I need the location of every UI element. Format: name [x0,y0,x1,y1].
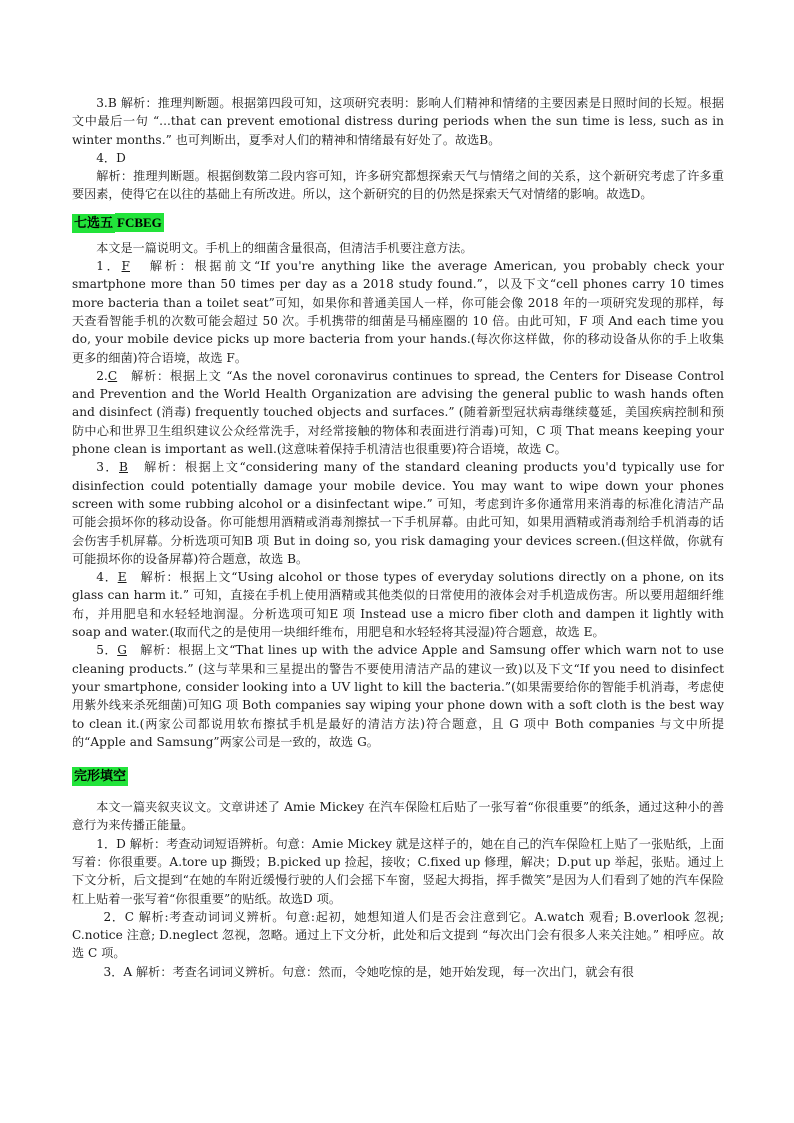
section-title: 完形填空 [74,769,127,785]
item-answer: B [119,460,128,475]
answer-q3-number: 3.B [96,96,117,110]
item-number: 1．D [96,836,126,851]
section1-item-4 [72,568,724,641]
item-answer: G [117,643,127,658]
item-explanation: 解析：根据上文“considering many of the standard cleaning products you'd typically use for disinfection could potentially damage your mobile device. You may want to wipe down your phones screen with some rubbing alcohol or a disinfectant wipe.” 可知，考虑到许多你通常用来消毒的标准化清洁产品可能会损坏你的移动设备。你可能想用酒精或消毒剂擦拭一下手机屏幕。由此可知，如果用酒精或消毒剂给手机消毒的话会伤害手机屏幕。分析选项可知B 项 But in doing so, you risk damaging your devices screen.(但这样做，你就有可能损坏你的设备屏幕)符合题意，故选 B。 [72,460,724,566]
section1-intro: 本文是一篇说明文。手机上的细菌含量很高，但清洁手机要注意方法。 [96,240,473,255]
section2-item-1 [72,835,724,908]
section-title: 七选五 [74,215,114,231]
section1-item-3 [72,458,724,568]
section1-item-1 [72,257,724,367]
item-number: 3． [96,460,120,475]
item-explanation: 解析:考查动词词义辨析。句意:起初，她想知道人们是否会注意到它。A.watch 观看; B.overlook 忽视; C.notice 注意; D.neglect 忽视，忽略。通过上下文分析，此处和后文提到 “每次出门会有很多人来关注她。” 相呼应。故选 C 项。 [72,909,724,961]
item-number: 5． [96,643,118,658]
item-number: 1． [96,259,122,274]
answer-q4-text: 解析：推理判断题。根据倒数第二段内容可知，许多研究都想探索天气与情绪之间的关系，这个新研究考虑了许多重要因素，使得它在以往的基础上有所改进。所以，这个新研究的目的仍然是探索天气对情绪的影响。故选D。 [72,169,724,202]
item-number: 2. [96,368,108,383]
item-explanation: 解析：根据上文“Using alcohol or those types of everyday solutions directly on a phone, on its glass can harm it.” 可知，直接在手机上使用酒精或其他类似的日常使用的液体会对手机造成伤害。所以要用超细纤维布，并用肥皂和水轻轻地润湿。分析选项可知E 项 Instead use a micro fiber cloth and dampen it lightly with soap and water.(取而代之的是使用一块细纤维布，用肥皂和水轻轻将其浸湿)符合题意，故选 E。 [72,570,725,640]
section1-item-5 [72,641,724,751]
item-number: 4． [96,570,118,585]
section2-intro: 本文一篇夹叙夹议文。文章讲述了 Amie Mickey 在汽车保险杠后贴了一张写着“你很重要”的纸条，通过这种小的善意行为来传播正能量。 [72,800,724,833]
section2-item-3 [72,963,724,981]
item-number: 2．C [103,909,135,924]
section-cloze-header [72,765,724,784]
item-explanation: 解析：根据上文 “As the novel coronavirus continues to spread, the Centers for Disease Control and Prevention and the World Health Organization are advising the general public to wash hands often and disinfect (消毒) frequently touched objects and surfaces.” (随着新型冠状病毒继续蔓延，美国疾病控制和预防中心和世界卫生组织建议公众经常洗手，对经常接触的物体和表面进行消毒)可知，C 项 That means keeping your phone clean is important as well.(这意味着保持手机清洁也很重要)符合语境，故选 C。 [72,368,724,457]
answer-q3-text: 解析：推理判断题。根据第四段可知，这项研究表明：影响人们精神和情绪的主要因素是日照时间的长短。根据文中最后一句 “...that can prevent emotional distress during periods when the sun time is less, such as in winter months.” 也可判断出，夏季对人们的精神和情绪最有好处了。故选B。 [72,96,725,147]
item-explanation: 解析：根据前文“If you're anything like the average American, you probably check your smartphone more than 50 times per day as a 2018 study found.”，以及下文“cell phones carry 10 times more bacteria than a toilet seat”可知，如果你和普通美国人一样，你可能会像 2018 年的一项研究发现的那样，每天查看智能手机的次数可能会超过 50 次。手机携带的细菌是马桶座圈的 10 倍。由此可知，F 项 And each time you do, your mobile device picks up more bacteria from your hands.(每次你这样做，你的移动设备从你的手上收集更多的细菌)符合语境，故选 F。 [72,259,724,365]
item-answer: E [117,570,127,585]
item-number: 3．A [103,964,133,979]
section1-item-2 [72,367,724,458]
document-page [72,94,724,981]
answer-q3 [72,94,724,149]
answer-q4-number: 4．D [96,150,126,165]
item-explanation: 解析：根据上文“That lines up with the advice Apple and Samsung offer which warn not to use cleaning products.” (这与苹果和三星提出的警告不要使用清洁产品的建议一致)以及下文“If you need to disinfect your smartphone, consider looking into a UV light to kill the bacteria.”(如果需要给你的智能手机消毒，考虑使用紫外线来杀死细菌)可知G 项 Both companies say wiping your phone down with a soft cloth is the best way to clean it.(两家公司都说用软布擦拭手机是最好的清洁方法)符合题意，且 G 项中 Both companies 与文中所提的“Apple and Samsung”两家公司是一致的，故选 G。 [72,643,724,749]
item-answer: F [121,259,130,274]
section2-item-2 [72,908,724,963]
section-answer-code: FCBEG [117,214,162,230]
section-seven-choose-five-header [72,212,724,231]
item-answer: C [107,368,118,383]
item-explanation: 解析：考查名词词义辨析。句意：然而，令她吃惊的是，她开始发现，每一次出门，就会有很 [136,964,634,979]
item-explanation: 解析：考查动词短语辨析。句意：Amie Mickey 就是这样子的，她在自己的汽车保险杠上贴了一张贴纸，上面写着：你很重要。A.tore up 撕毁；B.picked up 捡起，接收；C.fixed up 修理，解决；D.put up 举起，张贴。通过上下文分析，后文提到“在她的车附近缓慢行驶的人们会摇下车窗，竖起大拇指，挥手微笑”是因为人们看到了她的汽车保险杠上贴着一张写着“你很重要”的贴纸。故选D 项。 [72,836,724,906]
